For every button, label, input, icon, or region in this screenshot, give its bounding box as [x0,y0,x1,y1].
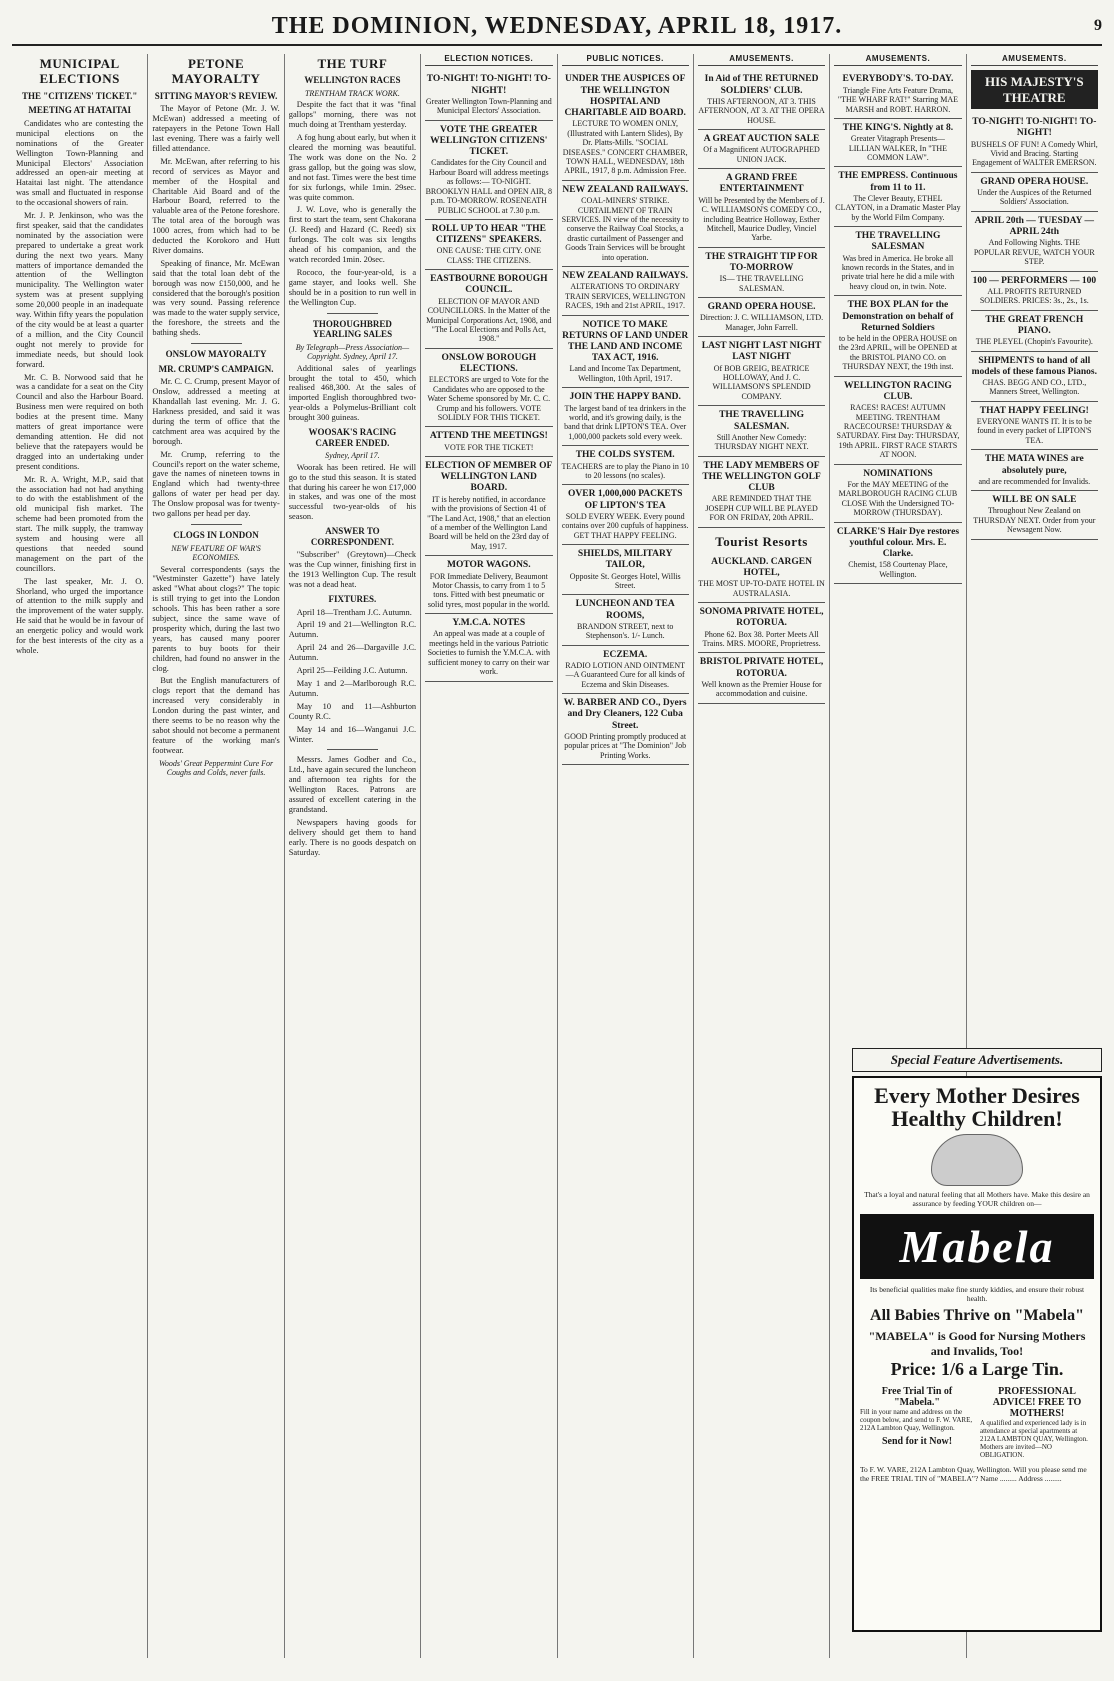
ad-list [562,70,689,765]
classified-ad [971,272,1098,311]
ad-title: W. BARBER AND CO., Dyers and Dry Cleaners, 122 Cuba Street. [563,698,687,731]
ad-title: NEW ZEALAND RAILWAYS. [562,184,688,195]
ad-title: THE EMPRESS. Continuous from 11 to 11. [838,171,958,193]
sub-heading: WELLINGTON RACES [304,75,401,86]
special-feature-heading: Special Feature Advertisements. [852,1048,1102,1072]
classified-ad [562,388,689,446]
sub-heading: THOROUGHBRED YEARLING SALES [312,318,393,340]
ad-price: Price: 1/6 a Large Tin. [890,1359,1064,1380]
ad-text: For the MAY MEETING of the MARLBOROUGH RACING CLUB CLOSE With the Undersigned TO-MORROW (THURSDAY). [838,479,958,518]
article-body [289,463,416,522]
dateline: Sydney, April 17. [325,451,380,461]
classified-ad [562,267,689,316]
article-body [152,104,279,338]
ad-title: ONSLOW BOROUGH ELECTIONS. [441,352,537,375]
ad-text: SOLD EVERY WEEK. Every pound contains over 200 cupfuls of happiness. GET THAT HAPPY FEELING. [561,511,689,540]
classified-ad [971,173,1098,212]
ad-title: NEW ZEALAND RAILWAYS. [562,271,688,282]
ad-title: GRAND OPERA HOUSE. [707,302,816,313]
paragraph: May 1 and 2—Marlborough R.C. Autumn. [288,679,417,698]
article-body [152,377,279,519]
ad-text: ALTERATIONS TO ORDINARY TRAIN SERVICES, WELLINGTON RACES, 19th and 21st APRIL, 1917. [565,282,686,311]
classified-ad [425,270,552,349]
classified-ad [425,220,552,270]
paragraph: Additional sales of yearlings brought the total to 450, which realised 468,300. At the sales of imported English thoroughbred two-year-olds a Polymelus-Brilliant colt brought 300 guineas. [288,363,417,423]
divider [191,343,242,344]
ad-title: THE TRAVELLING SALESMAN. [719,410,805,432]
ad-text: ELECTORS are urged to Vote for the Candidates who are opposed to the Water Scheme sponsored by Mr. C. C. Crump and his followers. VOTE SOLIDLY FOR THIS TICKET. [427,375,551,422]
article-body [152,565,279,756]
paragraph: May 14 and 16—Wanganui J.C. Winter. [288,724,417,744]
ad-title: THE STRAIGHT TIP FOR TO-MORROW [705,251,818,274]
ad-title: ATTEND THE MEETINGS! [429,431,548,442]
paragraph: But the English manufacturers of clogs report that the demand has increased very considerably in London during the past winter, and there seems to be no reason why the sabot should not become a permanent feature of the working man's footwear. [152,676,280,755]
ad-text: ELECTION OF MAYOR AND COUNCILLORS. In the Matter of the Municipal Corporations Act, 1908, and "The Local Elections and Polls Act, 1908." [426,296,552,344]
paragraph: Messrs. James Godber and Co., Ltd., have again secured the luncheon and afternoon tea rights for the Wellington Races. Patrons are assured of excellent catering in the grandstand. [288,755,417,814]
classified-ad [834,377,961,465]
paragraph: April 25—Feilding J.C. Autumn. [296,666,408,676]
classified-ad [425,427,552,457]
paragraph: May 10 and 11—Ashburton County R.C. [288,701,417,721]
ad-text: CHAS. BEGG AND CO., LTD., Manners Street, Wellington. [982,377,1087,397]
sub-heading: TRENTHAM TRACK WORK. [304,88,400,98]
ad-text: Chemist, 158 Courtenay Place, Wellington. [848,560,948,579]
classified-ad [698,406,825,456]
page-number: 9 [1094,17,1102,34]
classified-ad [425,349,552,428]
ad-text: Still Another New Comedy: THURSDAY NIGHT NEXT. [714,432,809,452]
ad-text: Will be Presented by the Members of J. C. WILLIAMSON'S COMEDY CO., including Beatrice Holloway, Esther Mitchell, Maurice Dudley, Vinciel Yarbe. [698,195,825,243]
masthead [12,8,1102,46]
ad-title: THAT HAPPY FEELING! [979,405,1089,416]
classified-ad [971,212,1098,272]
classified-ad [562,446,689,485]
ad-text: Land and Income Tax Department, Wellington, 10th April, 1917. [569,364,681,383]
ad-text: Of BOB GREIG, BEATRICE HOLLOWAY, And J. C. WILLIAMSON'S SPLENDID COMPANY. [712,363,811,401]
column-petone [148,54,284,1658]
newspaper-page [12,8,1102,1658]
paragraph: Speaking of finance, Mr. McEwan said that the total loan debt of the borough was now £150,000, and he considered that the borough's position was very sound. Passing reference was made to the water supply service, the foreshore, the streets and the bathing sheds. [152,258,280,338]
sub-heading: ONSLOW MAYORALTY [165,349,267,360]
sub-heading: MR. CRUMP'S CAMPAIGN. [158,363,274,374]
ad-list [834,70,961,584]
paragraph: April 19 and 21—Wellington R.C. Autumn. [288,620,417,640]
ad-text: ALL PROFITS RETURNED SOLDIERS. PRICES: 3s., 2s., 1s. [979,286,1089,306]
column-heading: AMUSEMENTS. [971,54,1098,66]
ad-title: ELECTION OF MEMBER OF WELLINGTON LAND BOARD. [425,461,553,494]
paragraph: Mr. C. B. Norwood said that he was a candidate for a seat on the City Council and also the Harbour Board. Business men were required on both bodies at the present time. Many matters of great importance were demanding attention. He did not believe that the ratepayers would be dragged into an undertaking under present conditions. [16,372,144,471]
ad-text: Of a Magnificent AUTOGRAPHED UNION JACK. [703,145,820,164]
column-heading: AMUSEMENTS. [698,54,825,66]
paragraph: "Subscriber" (Greytown)—Check was the Cup winner, finishing first in the 1913 Wellington Cup. The result was not a dead heat. [288,550,417,590]
classified-ad [971,491,1098,540]
ad-text: Throughout New Zealand on THURSDAY NEXT. Order from your Newsagent Now. [973,506,1096,535]
sub-heading: THE "CITIZENS' TICKET." [21,90,138,101]
classified-ad [562,70,689,180]
ad-text: The Clever Beauty, ETHEL CLAYTON, in a Dramatic Master Play by the World Film Company. [835,193,961,222]
ad-text: IS— THE TRAVELLING SALESMAN. [719,274,804,293]
paragraph: The Mayor of Petone (Mr. J. W. McEwan) addressed a meeting of ratepayers in the Petone Town Hall last evening. There was a fairly well filled attendance. [152,104,280,153]
ad-text: An appeal was made at a couple of meetings held in the various Patriotic Societies to furnish the Y.M.C.A. with sufficient money to carry on their war work. [427,629,551,677]
ad-text: TEACHERS are to play the Piano in 10 to 20 lessons (no scales). [561,461,689,480]
ad-text: ONE CAUSE: THE CITY. ONE CLASS: THE CITIZENS. [436,246,541,265]
ad-title: SHIELDS, MILITARY TAILOR, [577,549,673,571]
ad-text: IT is hereby notified, in accordance with the provisions of Section 41 of "The Land Act, 1908," that an election of a member of the Wellington Land Board will be held on the 23rd day of May, 1917. [427,494,551,551]
classified-ad [971,402,1098,451]
paragraph: Newspapers having goods for delivery should get them to hand early. There is no goods despatch on Saturday. [288,817,417,857]
classified-ad [834,70,961,119]
ad-text: THE MOST UP-TO-DATE HOTEL IN AUSTRALASIA. [698,579,825,598]
ad-title: EASTBOURNE BOROUGH COUNCIL. [430,274,548,296]
article-body [289,755,416,857]
free-trial-text: Fill in your name and address on the coupon below, and send to F. W. VARE, 212A Lambton Quay, Wellington. [860,1408,973,1433]
classified-ad [698,70,825,130]
classified-ad [698,298,825,337]
column-public-notices [558,54,694,1658]
trial-section [860,1386,1094,1459]
classified-ad [425,556,552,614]
ad-title: AUCKLAND. CARGEN HOTEL, [711,556,812,579]
theatre-logo: HIS MAJESTY'S THEATRE [971,70,1098,109]
ad-title: BRISTOL PRIVATE HOTEL, ROTORUA. [699,657,824,679]
ad-text: Under the Auspices of the Returned Soldiers' Association. [977,188,1092,207]
classified-ad [698,169,825,248]
ad-list [971,113,1098,540]
column-election-notices [421,54,557,1658]
paragraph: J. W. Love, who is generally the first to start the team, sent Chakorana (J. Reed) and Hazard (C. Reed) six furlongs. The colt was six lengths ahead of his companion, and the watch recorded 1min. 20sec. [288,205,417,264]
ad-text: Well known as the Premier House for accommodation and cuisine. [701,679,822,699]
column-heading: PUBLIC NOTICES. [562,54,689,66]
ad-title: APRIL 20th — TUESDAY — APRIL 24th [974,215,1095,238]
ad-title: WILL BE ON SALE [992,495,1077,506]
ad-list [698,553,825,704]
ad-text: Candidates for the City Council and Harbour Board will address meetings as follows:— TO-NIGHT. BROOKLYN HALL and OPEN AIR, 8 p.m. TO-MORROW. ROSENEATH PUBLIC SCHOOL at 7.30 p.m. [425,158,553,215]
ad-text: to be held in the OPERA HOUSE on the 23rd APRIL, will be OPENED at the BRISTOL PIANO CO. on THURSDAY NEXT, the 19th inst. [838,333,958,372]
paragraph: Rococo, the four-year-old, is a game stayer, and looks well. She should be in a position to run well in the Wellington Cup. [288,267,417,307]
paragraph: April 18—Trentham J.C. Autumn. [296,607,412,617]
paragraph: A fog hung about early, but when it cleared the morning was beautiful. The work was done on the No. 2 grass gallop, but the going was slow, and not fast. Times were the best time for six furlongs, while 1min. 29sec. was quite common. [288,133,417,202]
divider [191,524,242,525]
sub-heading: WOOSAK'S RACING CAREER ENDED. [308,427,397,448]
special-feature-ad [852,1048,1102,1632]
send-now: Send for it Now! [881,1436,953,1448]
ad-headline: Every Mother Desires Healthy Children! [874,1083,1080,1132]
ad-title: THE TRAVELLING SALESMAN [855,231,941,253]
sub-heading: ANSWER TO CORRESPONDENT. [310,526,394,547]
ad-text: Triangle Fine Arts Feature Drama, "THE WHARF RAT!" Starring MAE MARSH and ROBT. HARRON. [837,85,959,114]
footer-ad: Woods' Great Peppermint Cure For Coughs and Colds, never fails. [158,758,274,778]
paragraph: Mr. R. A. Wright, M.P., said that the association had not had anything to do with the establishment of the old municipal fish market. The scheme had been promoted from the start. The milk supply, the tramway system and housing were all questions that needed sound management on the part of the councillors. [16,474,144,573]
ad-text: And Following Nights. THE POPULAR REVUE, WATCH YOUR STEP. [973,238,1095,267]
ad-title: THE LADY MEMBERS OF THE WELLINGTON GOLF CLUB [702,460,821,494]
classified-ad [425,614,552,681]
divider [327,749,378,750]
classified-ad [698,603,825,653]
ad-title: OVER 1,000,000 PACKETS OF LIPTON'S TEA [568,489,683,511]
ad-body: Its beneficial qualities make fine sturdy kiddies, and ensure their robust health. [869,1285,1085,1304]
ad-text: EVERYONE WANTS IT. It is to be found in every packet of LIPTON'S TEA. [976,417,1092,445]
section-heading: MUNICIPAL ELECTIONS [39,56,120,87]
section-heading: PETONE MAYORALTY [171,56,261,87]
classified-ad [834,119,961,168]
classified-ad [562,316,689,389]
classified-ad [971,113,1098,173]
ad-text: Phone 62. Box 38. Porter Meets All Trains. MRS. MOORE, Proprietress. [702,629,821,648]
ad-title: TO-NIGHT! TO-NIGHT! TO-NIGHT! [972,117,1097,139]
classified-ad [425,457,552,556]
coupon[interactable]: To F. W. VARE, 212A Lambton Quay, Wellington. Will you please send me the FREE TRIAL TIN of "MABELA"? Name ......... Address ......... [860,1465,1087,1484]
sub-heading: SITTING MAYOR'S REVIEW. [154,90,278,101]
classified-ad [698,248,825,298]
ad-text: RACES! RACES! AUTUMN MEETING. TRENTHAM RACECOURSE! THURSDAY & SATURDAY. First Day: THURSDAY, 19th APRIL. FIRST RACE STARTS AT NOON. [836,403,960,460]
ad-text: THE PLEYEL (Chopin's Favourite). [975,337,1093,347]
divider [327,313,378,314]
classified-ad [834,167,961,227]
ad-text: Opposite St. Georges Hotel, Willis Street. [569,571,681,590]
article-body [289,364,416,423]
ad-text: Greater Wellington Town-Planning and Municipal Electors' Association. [425,96,552,116]
ad-title: CLARKE'S Hair Dye restores youthful colour. Mrs. E. Clarke. [836,526,960,560]
classified-ad [562,485,689,545]
tourist-resorts-heading: Tourist Resorts [715,533,808,549]
ad-text: COAL-MINERS' STRIKE. CURTAILMENT OF TRAIN SERVICES. IN view of the necessity to conserve the Railway Coal Stocks, a drastic curtailment of Passenger and Goods Train Services will be brought into operation. [561,196,689,262]
ad-title: UNDER THE AUSPICES OF THE WELLINGTON HOSPITAL AND CHARITABLE AID BOARD. [564,74,686,119]
ad-title: A GRAND FREE ENTERTAINMENT [719,173,804,195]
ad-subheadline: "MABELA" is Good for Nursing Mothers and Invalids, Too! [868,1329,1086,1359]
ad-title: ECZEMA. [603,649,648,660]
classified-ad [834,523,961,584]
ad-title: VOTE THE GREATER WELLINGTON CITIZENS' TICKET. [430,124,548,158]
paragraph: Mr. McEwan, after referring to his record of services as Mayor and member of the Hospital and Charitable Aid Board and of the Harbour Board, referred to the valuable area of the Petone foreshore. The total area of the borough was 1000 acres, from which had to be deducted the Korokoro and Hutt River domains. [152,156,280,255]
ad-text: Greater Vitagraph Presents— LILLIAN WALKER, In "THE COMMON LAW". [848,134,948,163]
professional-advice-title: PROFESSIONAL ADVICE! FREE TO MOTHERS! [992,1386,1082,1420]
ad-title: NOTICE TO MAKE RETURNS OF LAND UNDER THE LAND AND INCOME TAX ACT, 1916. [562,319,689,364]
column-municipal [12,54,148,1658]
sub-heading: CLOGS IN LONDON [173,530,259,541]
classified-ad [698,457,825,528]
ad-list [425,70,552,681]
classified-ad [562,545,689,595]
ad-title: WELLINGTON RACING CLUB. [844,380,952,402]
ad-text: FOR Immediate Delivery, Beaumont Motor Chassis, to carry from 1 to 5 tons. Fitted with best pneumatic or solid tyres, most popular in the world. [427,571,550,609]
dateline: By Telegraph—Press Association—Copyright. Sydney, April 17. [295,342,410,362]
classified-ad [698,337,825,406]
classified-ad [698,653,825,703]
paragraph: Woorak has been retired. He will go to the stud this season. It is stated that during his career he won £17,000 in stakes, and was one of the most successful two-year-olds of his season. [288,462,417,522]
ad-title: THE BOX PLAN for the Demonstration on behalf of Returned Soldiers [842,300,954,333]
ad-title: In Aid of THE RETURNED SOLDIERS' CLUB. [704,74,819,96]
ad-slogan: All Babies Thrive on "Mabela" [870,1307,1084,1325]
article-body [16,119,143,656]
classified-ad [834,227,961,296]
newspaper-title: THE DOMINION, WEDNESDAY, APRIL 18, 1917. [271,12,843,39]
ad-text: BUSHELS OF FUN! A Comedy Whirl, Vivid and Bracing. Starting Engagement of WALTER EMERSON. [970,139,1098,168]
sub-heading: NEW FEATURE OF WAR'S ECONOMIES. [171,543,261,563]
column-amusements-1 [694,54,830,1658]
classified-ad [698,553,825,603]
classified-ad [562,646,689,695]
ad-subtext: That's a loyal and natural feeling that all Mothers have. Make this desire an assurance by feeding YOUR children on— [864,1190,1090,1209]
paragraph: Several correspondents (says the "Westminster Gazette") have lately asked "What about clogs?" The topic is still trying to get into the London schools. This has been rather a sore subject, since the same wave of prosperity which, during the last two years, has caused many poorer parents to buy boots for their children, had found no answer in the clog. [152,564,280,673]
classified-ad [425,70,552,120]
baby-illustration-icon [931,1134,1023,1186]
classified-ad [698,130,825,169]
ad-title: THE MATA WINES are absolutely pure, [984,454,1084,476]
free-trial-block [860,1386,974,1459]
ad-title: TO-NIGHT! TO-NIGHT! TO-NIGHT! [426,74,551,96]
professional-advice-text: A qualified and experienced lady is in attendance at special apartments at 212A LAMBTON QUAY, Wellington. Mothers are invited—NO OBLIGATION. [980,1419,1088,1460]
classified-ad [971,450,1098,491]
ad-title: JOIN THE HAPPY BAND. [569,392,681,403]
ad-title: EVERYBODY'S. TO-DAY. [842,74,954,85]
ad-title: Y.M.C.A. NOTES [452,618,526,629]
paragraph: Despite the fact that it was "final gallops" morning, there was not much doing at Trentham yesterday. [288,100,417,130]
paragraph: The last speaker, Mr. J. O. Shorland, who urged the importance of attention to the milk supply and the improvement of the water supply. He said that he would be in favour of an energetic policy and would work for the best interests of the city as a whole. [16,576,144,655]
classified-ad [562,181,689,267]
sub-heading: FIXTURES. [328,593,377,604]
ad-title: SHIPMENTS to hand of all models of these famous Pianos. [971,355,1097,377]
sub-heading: MEETING AT HATAITAI [28,105,132,116]
article-body [289,550,416,590]
professional-advice-block [980,1386,1094,1459]
paragraph: Mr. Crump, referring to the Council's report on the water scheme, gave the names of nineteen towns in England which had twenty-three gallons of water per head per day. The Onslow proposal was for twenty-two gallons per head per day. [152,449,280,519]
classified-ad [425,121,552,220]
mabela-logo: Mabela [860,1214,1094,1279]
ad-title: A GREAT AUCTION SALE [703,134,820,145]
fixtures-list [289,608,416,745]
classified-ad [834,465,961,523]
ad-title: SONOMA PRIVATE HOTEL, ROTORUA. [699,607,824,629]
column-heading: AMUSEMENTS. [834,54,961,66]
ad-text: and are recommended for Invalids. [978,476,1091,486]
mabela-ad [852,1076,1102,1632]
ad-title: 100 — PERFORMERS — 100 [972,275,1097,286]
column-turf [285,54,421,1658]
paragraph: April 24 and 26—Dargaville J.C. Autumn. [288,643,417,663]
ad-title: ROLL UP TO HEAR "THE CITIZENS" SPEAKERS. [431,223,546,246]
ad-text: Direction: J. C. WILLIAMSON, LTD. Manager, John Farrell. [700,313,824,332]
ad-text: THIS AFTERNOON, AT 3. THIS AFTERNOON, AT 3. AT THE OPERA HOUSE. [698,96,825,125]
ad-text: ARE REMINDED THAT THE JOSEPH CUP WILL BE PLAYED FOR ON FRIDAY, 20th APRIL. [705,494,818,523]
column-heading: ELECTION NOTICES. [425,54,552,66]
article-body [289,100,416,307]
ad-text: VOTE FOR THE TICKET! [444,442,534,452]
paragraph: Candidates who are contesting the municipal elections on the nominations of the Greater Wellington Town-Planning and Municipal Electors' Association addressed an open-air meeting at Hataitai last night. The attendance was small and fluctuated in response to the occasional showers of rain. [16,118,144,208]
ad-text: LECTURE TO WOMEN ONLY, (Illustrated with Lantern Slides), By Dr. Platts-Mills. "SOCIAL DISEASES." CONCERT CHAMBER, TOWN HALL, WEDNESDAY, 18th APRIL, 1917, 8 p.m. Admission Free. [562,119,688,176]
ad-text: BRANDON STREET, next to Stephenson's. 1/- Lunch. [577,621,674,641]
ad-title: NOMINATIONS [863,468,933,479]
ad-title: MOTOR WAGONS. [447,560,531,571]
section-heading: THE TURF [317,56,388,71]
classified-ad [971,311,1098,352]
ad-title: THE COLDS SYSTEM. [575,450,675,461]
classified-ad [834,296,961,376]
ad-title: GRAND OPERA HOUSE. [980,176,1089,187]
ad-title: LAST NIGHT LAST NIGHT LAST NIGHT [701,341,822,363]
paragraph: Mr. J. P. Jenkinson, who was the first speaker, said that the candidates nominated by the association were prepared to undertake a great work during the next two years. Many matters of importance demanded the attention of the Wellington municipality. The Wellington water system was at present supplying some 20,000 people in an inadequate way. Within fifty years the population of the city would be at least a quarter of a million, and the City Council ought not merely to provide for immediate needs, but should look forward. [16,211,144,369]
ad-list [698,70,825,527]
ad-text: RADIO LOTION AND OINTMENT—A Guaranteed Cure for all kinds of Eczema and Skin Diseases. [565,660,686,689]
classified-ad [562,694,689,765]
ad-text: Was bred in America. He broke all known records in the States, and in private trial here he did a mile with heavy cloud on, in twin. Note. [841,253,955,291]
ad-title: LUNCHEON AND TEA ROOMS, [575,599,675,621]
free-trial-title: Free Trial Tin of "Mabela." [881,1386,953,1409]
classified-ad [562,595,689,645]
ad-text: GOOD Printing promptly produced at popular prices at "The Dominion" Job Printing Works. [564,731,687,760]
ad-title: THE KING'S. Nightly at 8. [842,122,954,133]
ad-text: The largest band of tea drinkers in the world, and it's growing daily, is the band that drink LIPTON'S TEA. Over 1,000,000 packets sold every week. [564,403,687,441]
ad-title: THE GREAT FRENCH PIANO. [985,314,1084,336]
classified-ad [971,352,1098,402]
paragraph: Mr. C. C. Crump, present Mayor of Onslow, addressed a meeting at Khandallah last evening. Mr. J. G. Harkness presided, and said it was during the term of office that the catchment area was acquired by the borough. [152,377,280,446]
